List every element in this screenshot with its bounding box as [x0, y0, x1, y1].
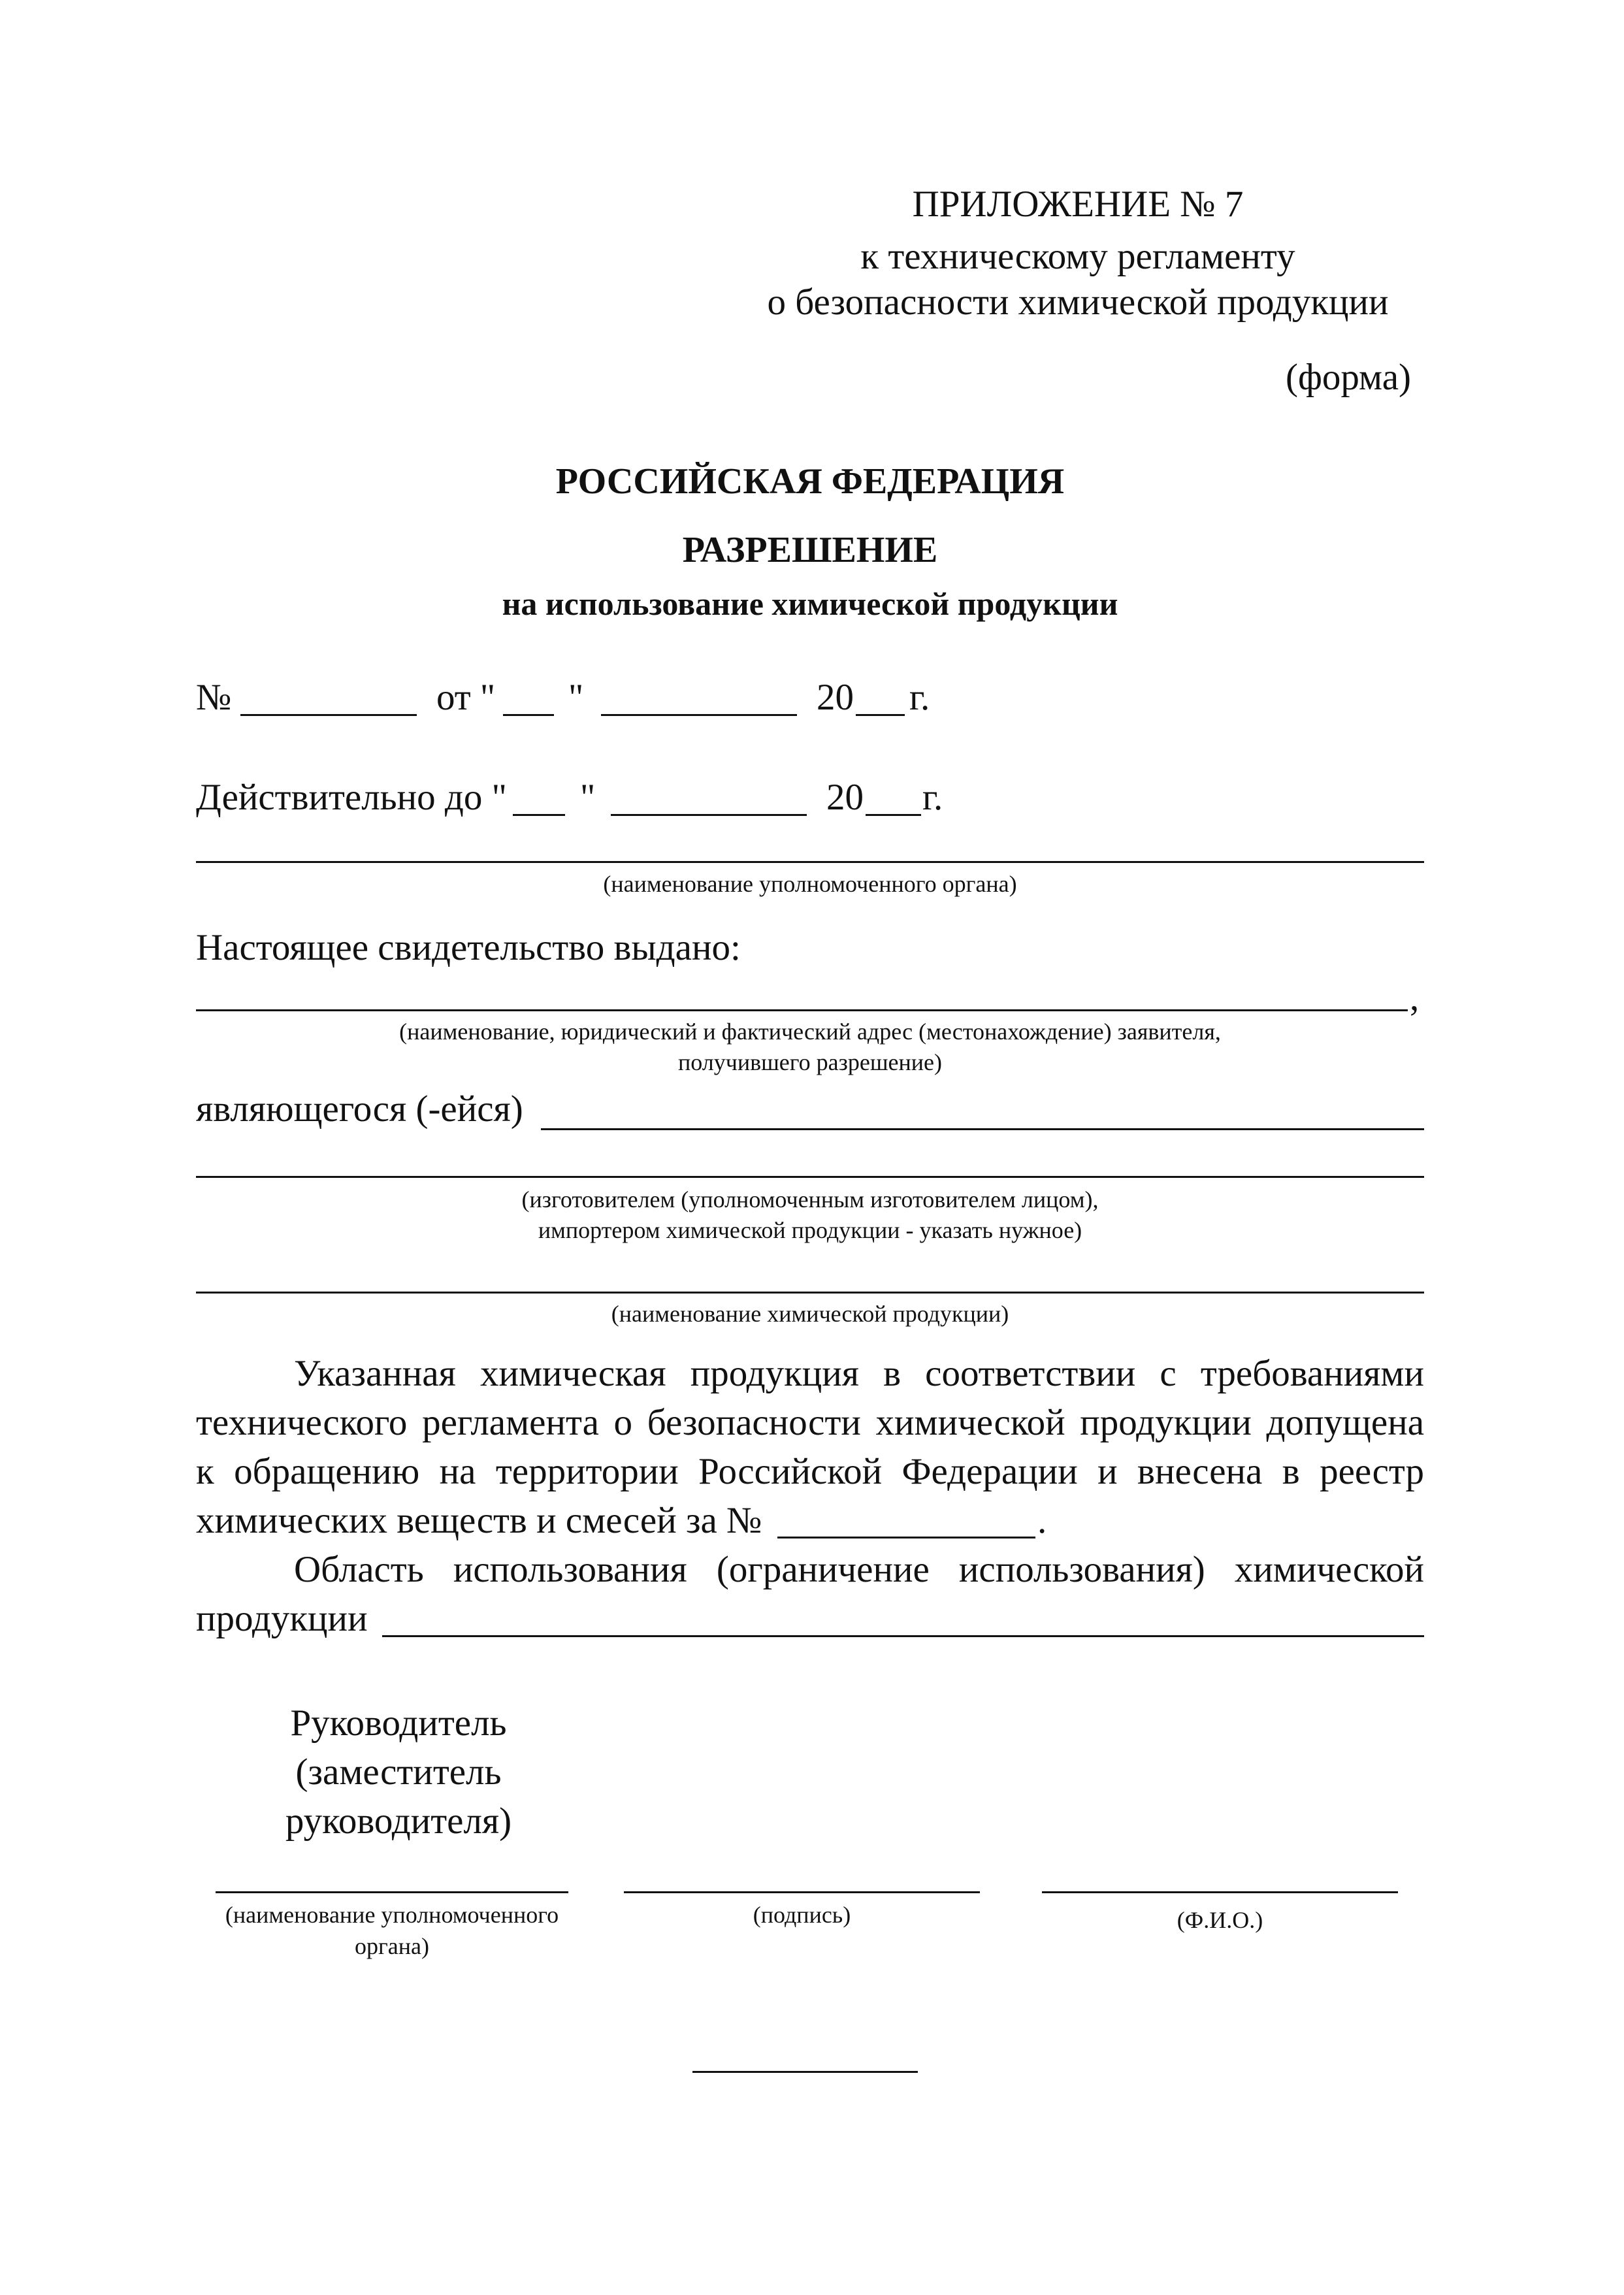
full-name-field[interactable]	[1042, 1891, 1398, 1893]
role-field-2[interactable]	[196, 1176, 1424, 1178]
applicant-field[interactable]	[196, 1009, 1408, 1011]
applicant-comma: ,	[1410, 977, 1420, 1018]
body-paragraph-1-line-3: к обращению на территории Российской Федерации и внесена в реестр	[196, 1451, 1424, 1492]
signatory-title-1: Руководитель	[290, 1702, 507, 1744]
signatory-title-2: (заместитель	[295, 1751, 502, 1793]
appendix-title: ПРИЛОЖЕНИЕ № 7	[912, 184, 1244, 225]
valid-year-field[interactable]	[866, 814, 921, 816]
applicant-caption-1: (наименование, юридический и фактический адрес (местонахождение) заявителя,	[399, 1018, 1221, 1045]
closing-divider	[692, 2071, 918, 2073]
registry-period: .	[1037, 1500, 1047, 1541]
body-paragraph-2-line-2: продукции	[196, 1598, 368, 1639]
number-sign: №	[196, 677, 232, 718]
signatory-authority-field[interactable]	[216, 1891, 568, 1893]
valid-day-field[interactable]	[513, 814, 565, 816]
signatory-authority-caption-2: органа)	[355, 1933, 429, 1959]
usage-area-field[interactable]	[382, 1635, 1424, 1637]
valid-quote-mark: "	[580, 777, 596, 818]
role-field-1[interactable]	[541, 1128, 1424, 1130]
body-paragraph-1-line-2: технического регламента о безопасности химической продукции допущена	[196, 1402, 1424, 1443]
document-title: РАЗРЕШЕНИЕ	[682, 530, 938, 570]
signature-caption: (подпись)	[753, 1902, 851, 1928]
authority-caption: (наименование уполномоченного органа)	[603, 871, 1017, 897]
day-field[interactable]	[503, 714, 554, 716]
document-subtitle: на использование химической продукции	[502, 585, 1118, 622]
valid-year-suffix: г.	[922, 777, 943, 818]
form-label: (форма)	[1285, 357, 1411, 398]
year-prefix: 20	[817, 677, 854, 718]
issued-to-label: Настоящее свидетельство выдано:	[196, 927, 741, 968]
product-caption: (наименование химической продукции)	[611, 1301, 1009, 1327]
body-paragraph-2-line-1: Область использования (ограничение использования) химической	[294, 1549, 1424, 1590]
quote-mark: "	[568, 677, 584, 718]
country-title: РОССИЙСКАЯ ФЕДЕРАЦИЯ	[555, 461, 1065, 502]
year-field[interactable]	[856, 714, 905, 716]
full-name-caption: (Ф.И.О.)	[1177, 1907, 1263, 1933]
signatory-title-3: руководителя)	[285, 1800, 512, 1842]
signature-field[interactable]	[624, 1891, 980, 1893]
from-label: от "	[436, 677, 496, 718]
appendix-line-2: к техническому регламенту	[860, 236, 1295, 277]
month-field[interactable]	[601, 714, 797, 716]
role-caption-1: (изготовителем (уполномоченным изготовителем лицом),	[521, 1186, 1099, 1213]
appendix-line-3: о безопасности химической продукции	[767, 282, 1389, 323]
body-paragraph-1-line-1: Указанная химическая продукция в соответствии с требованиями	[294, 1353, 1424, 1394]
being-label: являющегося (-ейся)	[196, 1088, 523, 1130]
signatory-authority-caption-1: (наименование уполномоченного	[225, 1902, 559, 1928]
body-paragraph-1-line-4: химических веществ и смесей за №	[196, 1500, 762, 1541]
valid-month-field[interactable]	[611, 814, 807, 816]
role-caption-2: импортером химической продукции - указать нужное)	[538, 1217, 1082, 1243]
authority-field[interactable]	[196, 861, 1424, 863]
year-suffix: г.	[909, 677, 930, 718]
product-field[interactable]	[196, 1292, 1424, 1294]
valid-until-label: Действительно до "	[196, 777, 507, 818]
applicant-caption-2: получившего разрешение)	[677, 1049, 943, 1075]
registry-number-field[interactable]	[777, 1537, 1035, 1538]
valid-year-prefix: 20	[826, 777, 864, 818]
number-field[interactable]	[240, 714, 417, 716]
